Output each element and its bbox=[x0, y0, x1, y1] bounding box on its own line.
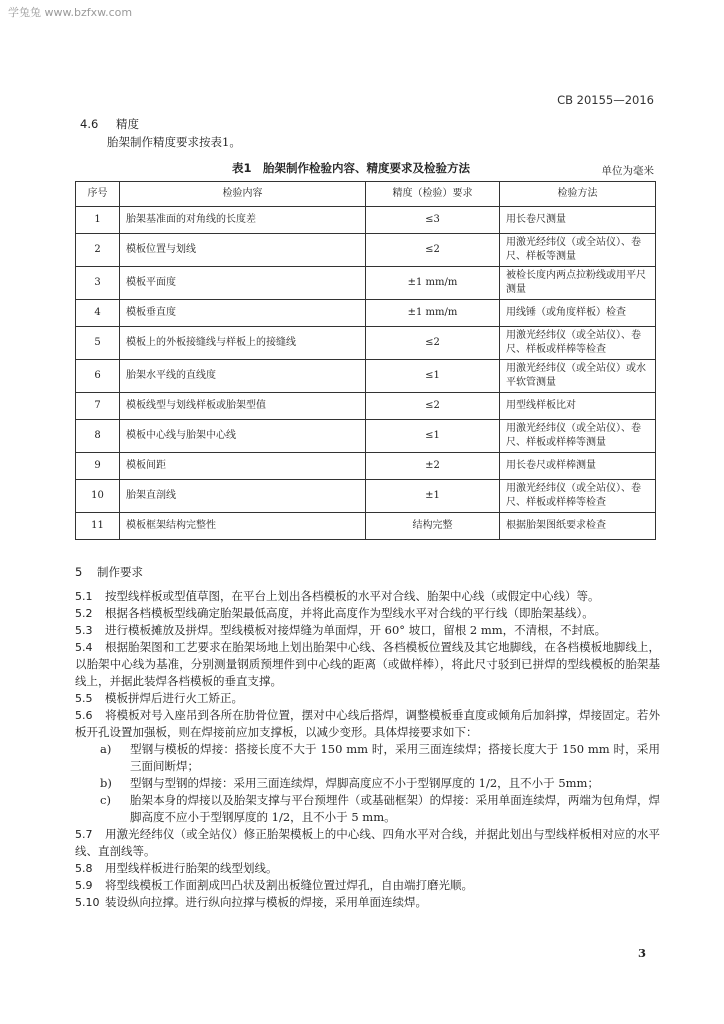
clause-number: 5.4 bbox=[75, 641, 93, 654]
clause-number: 5.3 bbox=[75, 624, 93, 637]
row-method: 用激光经纬仪（或全站仪）或水平软管测量 bbox=[500, 360, 656, 393]
clause-number: 5.7 bbox=[75, 828, 93, 841]
row-requirement: ±2 bbox=[366, 453, 500, 480]
row-content: 模板位置与划线 bbox=[120, 234, 366, 267]
row-no: 6 bbox=[76, 360, 120, 393]
row-content: 模板中心线与胎架中心线 bbox=[120, 420, 366, 453]
clause-text: 按型线样板或型值草图，在平台上划出各档模板的水平对合线、胎架中心线（或假定中心线）等。 bbox=[105, 589, 600, 603]
header-no: 序号 bbox=[76, 182, 120, 207]
clause-5-2 bbox=[75, 605, 660, 622]
row-content: 模板上的外板接缝线与样板上的接缝线 bbox=[120, 327, 366, 360]
table-row bbox=[76, 480, 656, 513]
clause-5-1 bbox=[75, 588, 660, 605]
clause-5-4 bbox=[75, 639, 660, 690]
table-row bbox=[76, 234, 656, 267]
section-title: 精度 bbox=[116, 117, 139, 131]
clause-5-7 bbox=[75, 826, 660, 860]
row-requirement: 结构完整 bbox=[366, 513, 500, 540]
clause-number: 5.8 bbox=[75, 862, 93, 875]
row-requirement: ≤1 bbox=[366, 420, 500, 453]
row-no: 11 bbox=[76, 513, 120, 540]
sub-item-text: 胎架本身的焊接以及胎架支撑与平台预埋件（或基础框架）的焊接：采用单面连续焊，两端为包角焊，焊脚高度不应小于型钢厚度的 1/2，且不小于 5 mm。 bbox=[130, 793, 660, 824]
row-method: 用长卷尺或样棒测量 bbox=[500, 453, 656, 480]
table-row bbox=[76, 360, 656, 393]
row-requirement: ≤2 bbox=[366, 234, 500, 267]
header-method: 检验方法 bbox=[500, 182, 656, 207]
standard-code: CB 20155—2016 bbox=[557, 93, 654, 107]
clause-number: 5.10 bbox=[75, 896, 100, 909]
row-requirement: ±1 bbox=[366, 480, 500, 513]
table-row bbox=[76, 420, 656, 453]
row-method: 被检长度内两点拉粉线或用平尺测量 bbox=[500, 267, 656, 300]
row-content: 模板线型与划线样板或胎架型值 bbox=[120, 393, 366, 420]
clause-number: 5.1 bbox=[75, 590, 93, 603]
table-row bbox=[76, 207, 656, 234]
clause-text: 进行模板摊放及拼焊。型线模板对接焊缝为单面焊，开 60° 坡口，留根 2 mm，不清根，不封底。 bbox=[105, 623, 607, 637]
row-method: 用激光经纬仪（或全站仪）、卷尺、样板或样棒等检查 bbox=[500, 327, 656, 360]
header-requirement: 精度（检验）要求 bbox=[366, 182, 500, 207]
table-unit: 单位为毫米 bbox=[601, 165, 654, 177]
row-method: 用激光经纬仪（或全站仪）、卷尺、样板或样棒等检查 bbox=[500, 480, 656, 513]
clause-5-3 bbox=[75, 622, 660, 639]
sub-item-b bbox=[100, 775, 660, 792]
clause-text: 将模板对号入座吊到各所在肋骨位置，摆对中心线后搭焊，调整模板垂直度或倾角后加斜撑，焊接固定。若外板开孔设置加强板，则在焊接前应加支撑板，以减少变形。具体焊接要求如下： bbox=[75, 708, 660, 739]
section-title: 制作要求 bbox=[97, 565, 143, 579]
clause-number: 5.5 bbox=[75, 692, 93, 705]
table-row bbox=[76, 300, 656, 327]
table-row bbox=[76, 453, 656, 480]
row-requirement: ≤3 bbox=[366, 207, 500, 234]
row-no: 3 bbox=[76, 267, 120, 300]
clause-text: 根据胎架图和工艺要求在胎架场地上划出胎架中心线、各档模板位置线及其它地脚线，在各档模板地脚线上，以胎架中心线为基准，分别测量钢质预埋件到中心线的距离（或做样棒），将此尺寸驳到已拼焊的型线模板的胎架基线上，并据此装焊各档模板的垂直支撑。 bbox=[75, 640, 660, 688]
sub-item-label: c) bbox=[100, 793, 111, 807]
clause-text: 模板拼焊后进行火工矫正。 bbox=[105, 691, 243, 705]
page-number: 3 bbox=[637, 946, 646, 960]
table-row bbox=[76, 513, 656, 540]
row-no: 4 bbox=[76, 300, 120, 327]
sub-item-text: 型钢与型钢的焊接：采用三面连续焊，焊脚高度应不小于型钢厚度的 1/2，且不小于 5mm； bbox=[130, 776, 599, 790]
section-5-heading bbox=[75, 564, 660, 581]
section-5-body bbox=[75, 564, 660, 911]
row-method: 用线锤（或角度样板）检查 bbox=[500, 300, 656, 327]
row-no: 9 bbox=[76, 453, 120, 480]
table-row bbox=[76, 327, 656, 360]
row-content: 胎架基准面的对角线的长度差 bbox=[120, 207, 366, 234]
row-requirement: ±1 mm/m bbox=[366, 267, 500, 300]
clause-text: 用激光经纬仪（或全站仪）修正胎架模板上的中心线、四角水平对合线，并据此划出与型线样板相对应的水平线、直剖线等。 bbox=[75, 827, 660, 858]
sub-item-c bbox=[100, 792, 660, 826]
row-content: 胎架直剖线 bbox=[120, 480, 366, 513]
clause-5-10 bbox=[75, 894, 660, 911]
section-number: 4.6 bbox=[80, 117, 99, 131]
row-no: 5 bbox=[76, 327, 120, 360]
clause-number: 5.9 bbox=[75, 879, 93, 892]
sub-item-label: b) bbox=[100, 776, 112, 790]
row-no: 7 bbox=[76, 393, 120, 420]
clause-5-9 bbox=[75, 877, 660, 894]
row-content: 模板间距 bbox=[120, 453, 366, 480]
row-method: 用激光经纬仪（或全站仪）、卷尺、样板等测量 bbox=[500, 234, 656, 267]
section-number: 5 bbox=[75, 565, 83, 579]
table-row bbox=[76, 393, 656, 420]
clause-5-6 bbox=[75, 707, 660, 741]
row-content: 胎架水平线的直线度 bbox=[120, 360, 366, 393]
section-4-6-heading bbox=[80, 116, 139, 132]
row-content: 模板垂直度 bbox=[120, 300, 366, 327]
sub-item-label: a) bbox=[100, 742, 112, 756]
row-content: 模板框架结构完整性 bbox=[120, 513, 366, 540]
watermark-text: 学兔兔 www.bzfxw.com bbox=[8, 6, 133, 19]
table-title: 表1 胎架制作检验内容、精度要求及检验方法 bbox=[232, 161, 470, 175]
header-content: 检验内容 bbox=[120, 182, 366, 207]
inspection-table bbox=[75, 181, 656, 540]
clause-text: 装设纵向拉撑。进行纵向拉撑与模板的焊接，采用单面连续焊。 bbox=[105, 895, 427, 909]
clause-text: 根据各档模板型线确定胎架最低高度，并将此高度作为型线水平对合线的平行线（即胎架基线）。 bbox=[105, 606, 594, 620]
row-no: 2 bbox=[76, 234, 120, 267]
row-method: 用激光经纬仪（或全站仪）、卷尺、样板或样棒等测量 bbox=[500, 420, 656, 453]
row-requirement: ≤1 bbox=[366, 360, 500, 393]
row-method: 根据胎架图纸要求检查 bbox=[500, 513, 656, 540]
clause-number: 5.2 bbox=[75, 607, 93, 620]
row-method: 用型线样板比对 bbox=[500, 393, 656, 420]
clause-text: 将型线模板工作面割成凹凸状及割出板缝位置过焊孔，自由端打磨光顺。 bbox=[105, 878, 473, 892]
sub-item-text: 型钢与模板的焊接：搭接长度不大于 150 mm 时，采用三面连续焊；搭接长度大于 150 mm 时，采用三面间断焊； bbox=[130, 742, 660, 773]
row-requirement: ≤2 bbox=[366, 393, 500, 420]
section-4-6-intro: 胎架制作精度要求按表1。 bbox=[107, 135, 241, 149]
clause-text: 用型线样板进行胎架的线型划线。 bbox=[105, 861, 278, 875]
clause-number: 5.6 bbox=[75, 709, 93, 722]
row-method: 用长卷尺测量 bbox=[500, 207, 656, 234]
table-row bbox=[76, 267, 656, 300]
row-requirement: ≤2 bbox=[366, 327, 500, 360]
row-no: 8 bbox=[76, 420, 120, 453]
sub-item-a bbox=[100, 741, 660, 775]
clause-5-8 bbox=[75, 860, 660, 877]
row-content: 模板平面度 bbox=[120, 267, 366, 300]
row-no: 10 bbox=[76, 480, 120, 513]
clause-5-5 bbox=[75, 690, 660, 707]
row-requirement: ±1 mm/m bbox=[366, 300, 500, 327]
row-no: 1 bbox=[76, 207, 120, 234]
